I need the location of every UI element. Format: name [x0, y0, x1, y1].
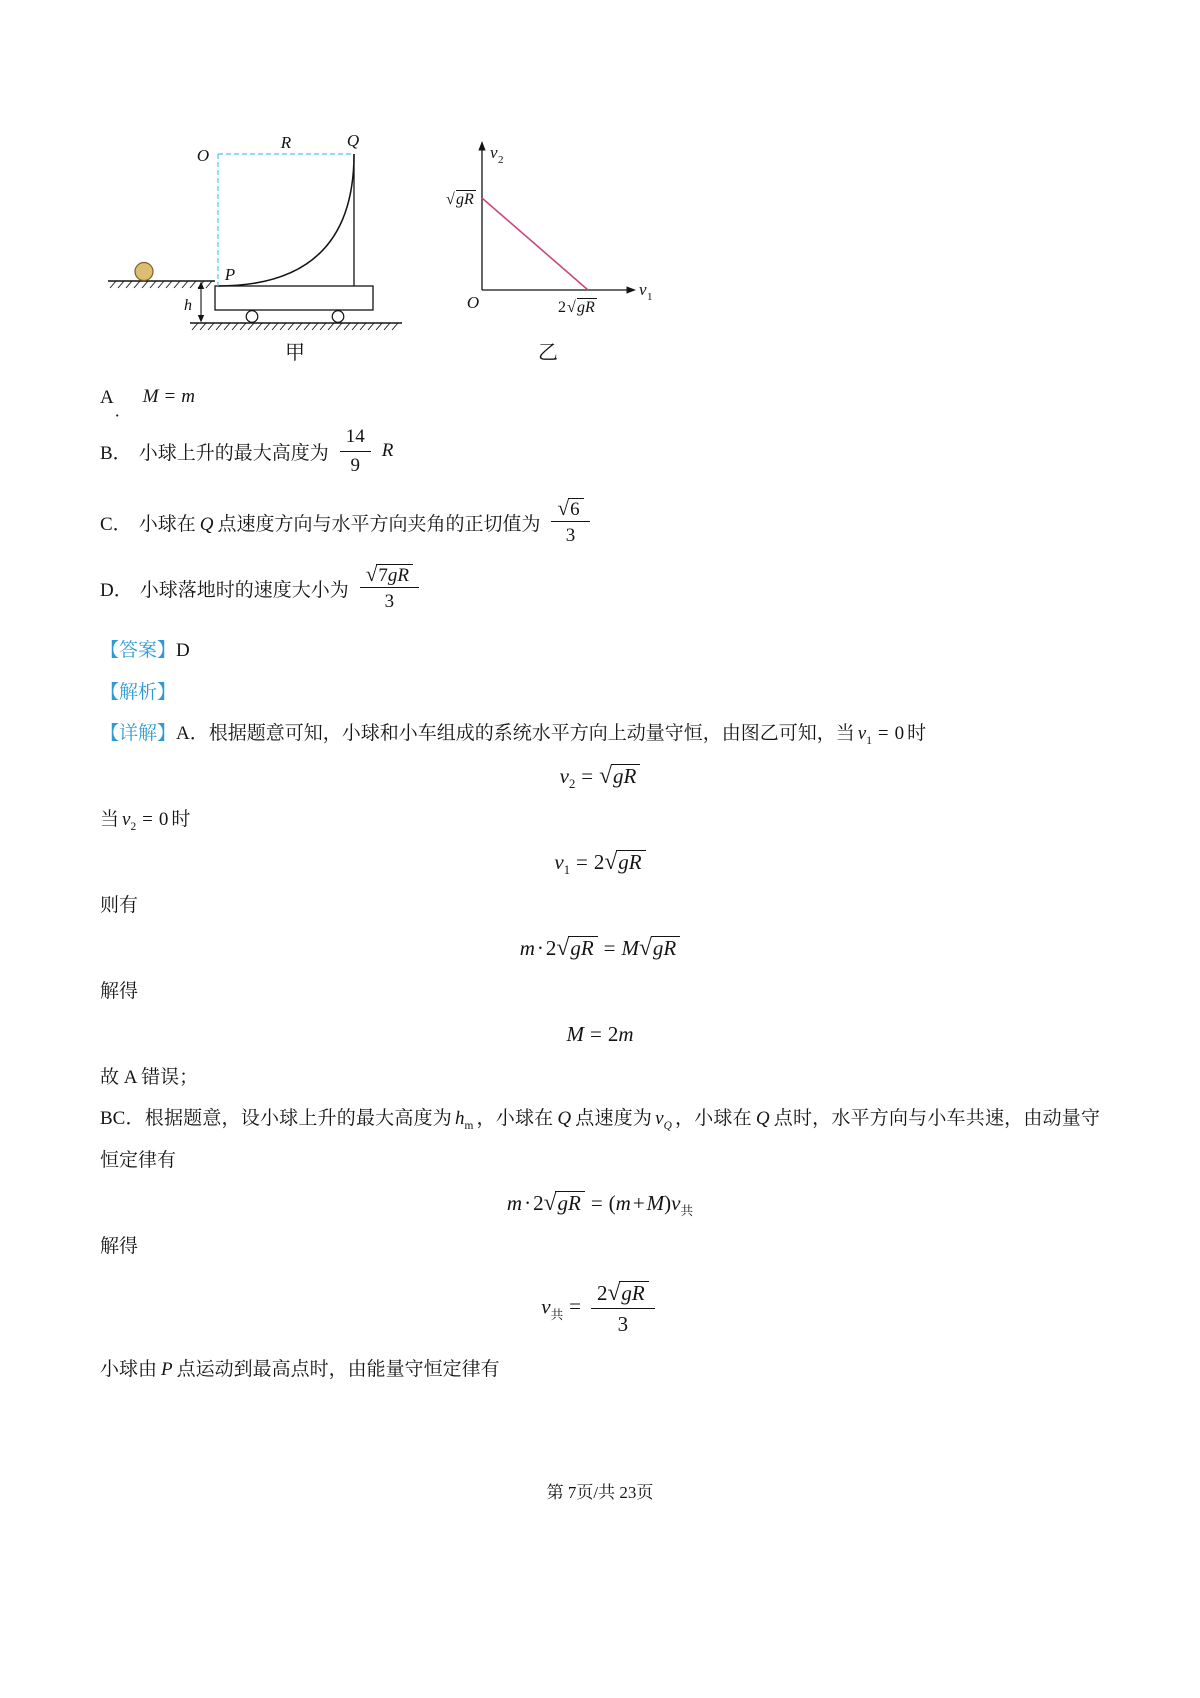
x-intercept-coeff: 2: [558, 299, 566, 316]
option-c-text: 小球在 Q 点速度方向与水平方向夹角的正切值为: [138, 514, 541, 536]
option-b-label: B．: [100, 442, 132, 464]
option-b-suffix: R: [381, 440, 394, 462]
option-a-letter: A: [100, 387, 114, 408]
option-c-fraction: √ 6 3: [551, 498, 589, 548]
option-d-label: D．: [100, 580, 133, 602]
sqrt-gR: √ gR: [599, 764, 640, 789]
ball: [135, 263, 153, 281]
option-c: [100, 495, 1100, 548]
detail-paragraph-bc: BC．根据题意，设小球上升的最大高度为 $h_m$ ，小球在 Q 点速度为 $v_Q$ ，小球在 Q 点时，水平方向与小车共速，由动量守恒定律有: [100, 1108, 1100, 1172]
x-axis-label-sub: 1: [647, 291, 653, 303]
label-R: R: [280, 133, 292, 152]
caption-jia: 甲: [285, 342, 305, 363]
detail-paragraph-1: 【详解】A．根据题意可知，小球和小车组成的系统水平方向上动量守恒，由图乙可知，当 $v_1 = 0$ 时: [100, 723, 927, 748]
y-intercept-radical: √: [446, 191, 455, 208]
option-b-text: 小球上升的最大高度为: [138, 442, 329, 464]
h-arrow-head-down: [198, 315, 204, 323]
var-Q: Q: [755, 1108, 770, 1130]
y-intercept-radicand: gR: [456, 191, 474, 208]
var-P: P: [161, 1359, 173, 1381]
track-curve: [218, 154, 354, 286]
page-footer: 第 7页/共 23页: [546, 1483, 654, 1502]
sqrt-7gR: √ 7gR: [366, 564, 413, 585]
label-h: h: [184, 297, 192, 314]
inline-v2-eq-0: $v_2 = 0$: [122, 809, 169, 834]
detail-then: 则有: [100, 895, 139, 917]
origin-label: O: [466, 293, 480, 312]
option-a-label: [100, 385, 133, 420]
formula-M-2m: M = 2m: [566, 1021, 634, 1046]
var-Q: Q: [199, 514, 214, 536]
h-arrow-head-up: [198, 282, 204, 290]
option-a-dot: ．: [114, 403, 131, 420]
lower-ground-hatch: [192, 323, 398, 330]
cart-body: [215, 286, 373, 310]
formula-v-common: $v_共$ = 2 √ gR 3: [100, 1274, 1100, 1344]
figure-jia: [100, 118, 430, 363]
formula-v1-2sqrt-gR: $v_1 = 2$ √ gR: [100, 843, 1100, 883]
sqrt-gR: √ gR: [556, 936, 597, 961]
answer-value: D: [176, 639, 190, 661]
formula-momentum-2: m·2 √ gR = $(m+M)v_共$: [506, 1189, 694, 1219]
option-d: [100, 561, 1100, 614]
x-axis-arrow: [627, 286, 637, 293]
detail-last-paragraph: 小球由 P 点运动到最高点时，由能量守恒定律有: [100, 1359, 500, 1381]
detail-wrong-a: 故 A 错误；: [100, 1066, 199, 1088]
inline-v1-eq-0: $v_1 = 0$: [857, 723, 905, 748]
answer-line: [100, 630, 1100, 672]
label-O: O: [196, 146, 210, 165]
option-c-label: C．: [100, 514, 132, 536]
detail-solve-1: 解得: [100, 980, 139, 1002]
y-axis-arrow: [478, 141, 485, 151]
caption-yi: 乙: [538, 342, 558, 363]
x-axis-label: v: [639, 280, 647, 299]
sqrt-gR: √ gR: [604, 850, 645, 875]
formula-momentum-1: m·2 √ gR = M √ gR: [100, 929, 1100, 969]
inline-v-Q: $v_Q$: [655, 1108, 672, 1133]
option-b: [100, 425, 1100, 478]
left-ground-hatch: [110, 281, 212, 288]
detail-paragraph-2: 当 $v_2 = 0$ 时: [100, 809, 191, 834]
sqrt-gR: √ gR: [639, 936, 680, 961]
label-Q: Q: [346, 131, 360, 150]
x-intercept-radical: √: [567, 299, 576, 316]
figure-yi: [430, 118, 665, 363]
option-a: [100, 385, 1100, 420]
analysis-line: [100, 672, 1100, 714]
y-axis-label-sub: 2: [498, 154, 504, 166]
analysis-tag: 【解析】: [100, 681, 177, 703]
graph-line: [482, 198, 588, 290]
label-P: P: [224, 265, 236, 284]
option-b-fraction: $\frac{14}{9}$: [340, 425, 371, 478]
answer-tag: 【答案】: [100, 639, 177, 661]
y-axis-label: v: [490, 143, 498, 162]
formula-v2-sqrt-gR: $v_2$ = √ gR: [100, 757, 1100, 797]
x-intercept-radicand: gR: [577, 299, 595, 316]
sqrt-gR: √ gR: [544, 1191, 585, 1216]
sqrt-gR: √ gR: [608, 1281, 649, 1306]
inline-h-m: $h_m$: [454, 1108, 474, 1133]
option-d-text: 小球落地时的速度大小为: [139, 580, 349, 602]
option-d-fraction: √ 7gR 3: [360, 564, 419, 614]
sqrt-6: √ 6: [557, 498, 583, 519]
var-Q: Q: [557, 1108, 572, 1130]
detail-solve-2: 解得: [100, 1236, 139, 1258]
detail-tag: 【详解】: [100, 723, 177, 745]
option-a-math: M = m: [142, 386, 196, 407]
cart-wheel-right: [332, 311, 344, 323]
fraction-2sqrtgR-3: 2 √ gR 3: [591, 1280, 655, 1338]
cart-wheel-left: [246, 311, 258, 323]
figure-row: [100, 118, 1100, 363]
